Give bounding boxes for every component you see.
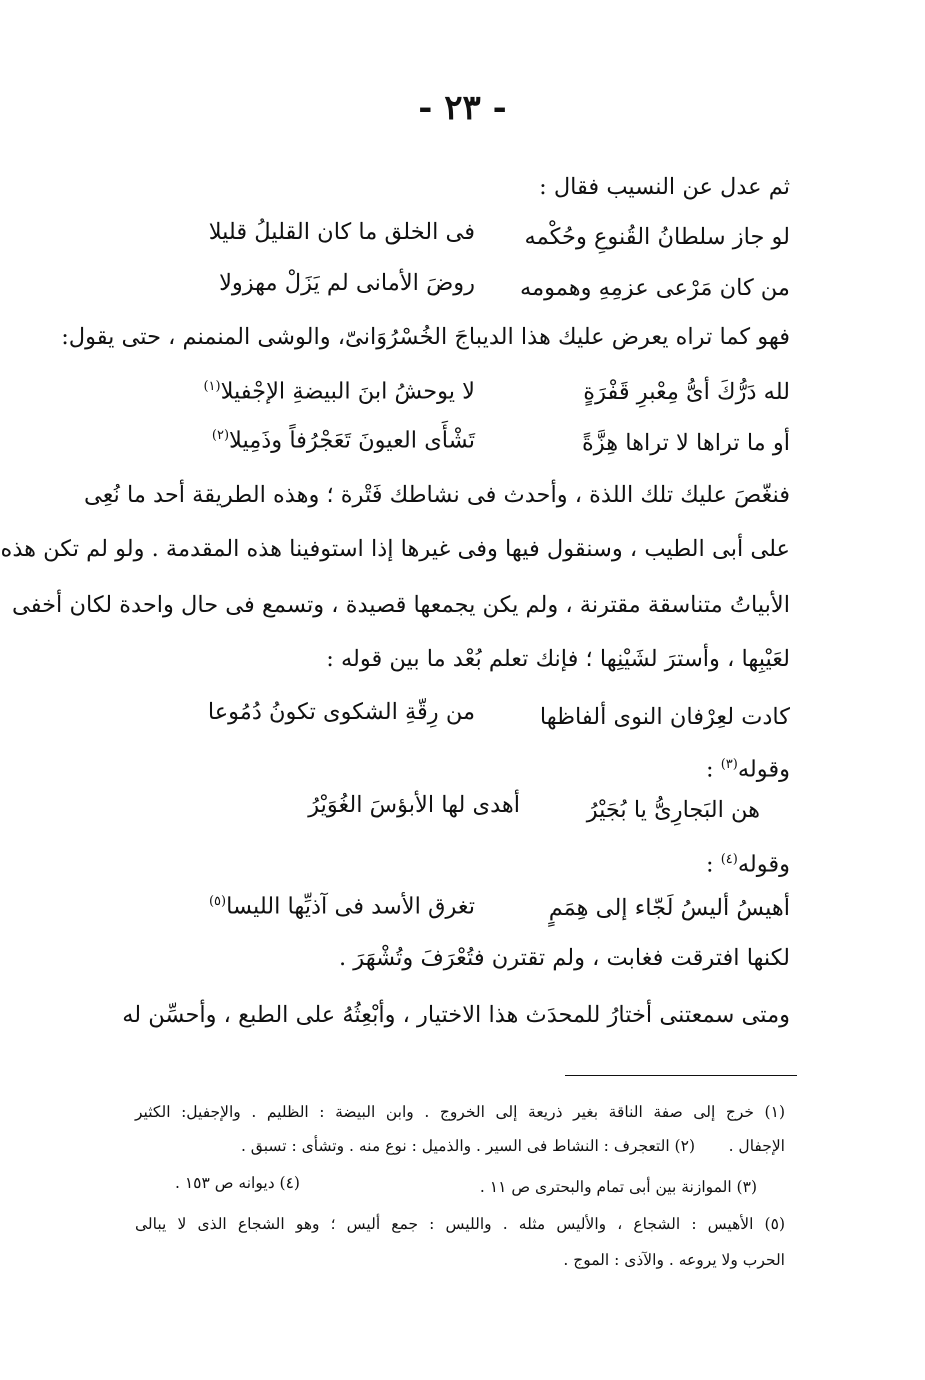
verse-5-second-hemistich: من رِقّةِ الشكوى تكونُ دُمُوعا: [207, 699, 475, 725]
prose-line: الأبياتُ متناسقة مقترنة ، ولم يكن يجمعها قصيدة ، وتسمع فى حال واحدة لكان أخفى: [12, 592, 790, 618]
quote-intro-text: وقوله: [737, 756, 790, 783]
footnote-1: (١) خرج إلى صفة الناقة بغير ذريعة إلى الخروج . وابن البيضة : الظليم . والإجفيل: الكثير: [135, 1103, 785, 1121]
verse-2-first-hemistich: من كان مَرْعى عزمِهِ وهمومه: [520, 275, 790, 301]
verse-7-first-hemistich: أهيسُ أليسُ لَجّاء إلى هِمَمٍ: [548, 895, 790, 921]
footnote-ref: (٥): [208, 894, 227, 909]
footnote-5: (٥) الأهيس : الشجاع ، والأليس مثله . والليس : جمع أليس ؛ وهو الشجاع الذى لا يبالى: [135, 1215, 785, 1233]
quote-intro-colon: :: [705, 756, 721, 783]
footnote-2: (٢) التعجرف : النشاط فى السير . والذميل : نوع منه . وتشأى : تسبق .: [240, 1137, 695, 1155]
verse-3-second-hemistich: [195, 372, 475, 407]
verse-text: تَشْأَى العيونَ تَعَجْرُفاً وذَمِيلا: [229, 427, 475, 454]
verse-1-first-hemistich: لو جاز سلطانُ القُنوعِ وحُكْمه: [524, 224, 790, 250]
verse-text: تغرق الأسد فى آذيِّها الليسا: [226, 893, 475, 920]
verse-4-second-hemistich: [195, 421, 475, 456]
footnote-1-continuation: الإجفال .: [728, 1137, 785, 1155]
quote-intro-line: [130, 845, 790, 880]
verse-6-second-hemistich: أهدى لها الأبؤسَ الغُوَيْرُ: [308, 792, 520, 818]
footnote-ref: (٣): [720, 757, 738, 772]
verse-3-first-hemistich: لله دَرُّكَ أىُّ مِعْبرِ قَفْرَةٍ: [583, 379, 790, 405]
prose-line: فنغّصَ عليك تلك اللذة ، وأحدث فى نشاطك فَتْرة ؛ وهذه الطريقة أحد ما نُعِى: [83, 482, 790, 508]
prose-line: لعَيْبِها ، وأسترَ لشَيْنِها ؛ فإنك تعلم بُعْد ما بين قوله :: [326, 646, 790, 672]
verse-text: لا يوحشُ ابنَ البيضةِ الإجْفيلا: [220, 378, 475, 405]
verse-7-second-hemistich: [195, 887, 475, 922]
quote-intro-text: وقوله: [737, 851, 790, 878]
footnote-4: (٤) ديوانه ص ١٥٣ .: [175, 1174, 300, 1192]
footnote-ref: (٢): [211, 428, 230, 443]
intro-line: ثم عدل عن النسيب فقال :: [539, 174, 790, 200]
verse-2-second-hemistich: روضَ الأمانى لم يَزَلْ مهزولا: [219, 270, 475, 296]
verse-4-first-hemistich: أو ما تراها لا تراها هِزَّةً: [582, 430, 790, 456]
page-number: - ٢٣ -: [418, 88, 507, 128]
prose-line: فهو كما تراه يعرض عليك هذا الديباجَ الخُسْرُوَانىّ، والوشى المنمنم ، حتى يقول:: [61, 324, 790, 350]
prose-line: على أبى الطيب ، وسنقول فيها وفى غيرها إذا استوفينا هذه المقدمة . ولو لم تكن هذه: [0, 536, 790, 562]
prose-line: ومتى سمعتنى أختارُ للمحدَث هذا الاختيار ، وأبْعِثُهُ على الطبع ، وأحسِّن له: [122, 1002, 790, 1028]
footnote-3: (٣) الموازنة بين أبى تمام والبحترى ص ١١ .: [479, 1178, 757, 1196]
footnote-separator: [565, 1075, 797, 1076]
footnote-5-continuation: الحرب ولا يروعه . والآذى : الموج .: [563, 1251, 785, 1269]
quote-intro-line: [130, 750, 790, 785]
verse-6-first-hemistich: هن البَجارِىُّ يا بُجَيْرُ: [586, 797, 760, 823]
verse-1-second-hemistich: فى الخلق ما كان القليلُ قليلا: [208, 219, 475, 245]
footnote-ref: (١): [203, 379, 221, 394]
verse-5-first-hemistich: كادت لعِرْفان النوى ألفاظها: [539, 704, 790, 730]
footnote-ref: (٤): [720, 852, 738, 867]
quote-intro-colon: :: [705, 851, 721, 878]
prose-line: لكنها افترقت فغابت ، ولم تقترن فتُعْرَفَ وتُشْهَرَ .: [339, 945, 790, 971]
